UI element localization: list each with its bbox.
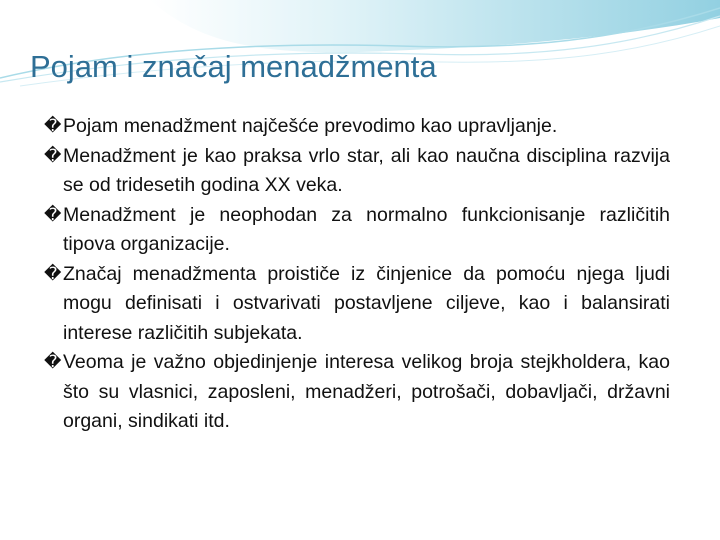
bullet-marker-icon: � <box>44 263 62 284</box>
slide-title: Pojam i značaj menadžmenta <box>30 49 437 84</box>
bullet-list <box>44 112 670 437</box>
bullet-item <box>44 348 670 437</box>
bullet-text: Menadžment je neophodan za normalno funkcionisanje različitih tipova organizacije. <box>63 203 670 255</box>
bullet-marker-icon: � <box>44 145 62 166</box>
bullet-marker-icon: � <box>44 116 62 136</box>
bullet-text: Pojam menadžment najčešće prevodimo kao upravljanje. <box>63 115 558 137</box>
bullet-marker-icon: � <box>44 352 62 372</box>
bullet-item <box>44 142 670 201</box>
bullet-item <box>44 201 670 260</box>
bullet-item <box>44 112 670 142</box>
bullet-text: Veoma je važno objedinjenje interesa velikog broja stejkholdera, kao što su vlasnici, zaposleni, menadžeri, potrošači, dobavljači, državni organi, sindikati itd. <box>63 351 670 432</box>
bullet-item <box>44 260 670 349</box>
bullet-marker-icon: � <box>44 204 62 225</box>
bullet-text: Značaj menadžmenta proističe iz činjenice da pomoću njega ljudi mogu definisati i ostvarivati postavljene ciljeve, kao i balansirati interese različitih subjekata. <box>63 262 670 344</box>
header-wave-fill <box>150 0 720 52</box>
bullet-text: Menadžment je kao praksa vrlo star, ali kao naučna disciplina razvija se od tridesetih godina XX veka. <box>63 144 670 196</box>
